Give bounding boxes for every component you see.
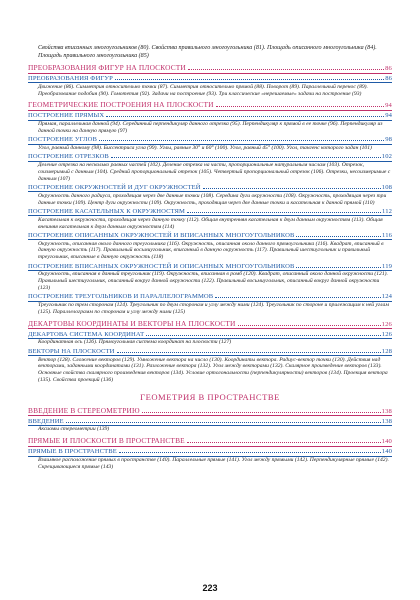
section-title-page: 86 [385, 75, 392, 82]
section-title-text: ПОСТРОЕНИЕ КАСАТЕЛЬНЫХ К ОКРУЖНОСТЯМ [28, 207, 185, 215]
dot-leader [188, 69, 384, 70]
section-entries: Треугольник по трем сторонам (124). Треугольник по двум сторонам и углу между ними (124). Треугольник по стороне и прилежащим к ней углам (125). Параллелограмм по сторонам и углу между ними (125) [38, 302, 389, 315]
section-title-page: 102 [381, 153, 392, 161]
chapter-title-page: 140 [381, 438, 392, 446]
toc-chapter [28, 63, 392, 97]
section-title-text: ПОСТРОЕНИЕ ОТРЕЗКОВ [28, 153, 109, 161]
section-title [28, 112, 392, 120]
section-entries: Окружность данного радиуса, проходящая через две данные точки (108). Середина дуги окружности (108). Окружность, проходящая через три данные точки (109). Центр дуги окружности (109). Окружность, проходящая через две данные точки и касательная к данной прямой (110) [38, 192, 387, 206]
section-entries: Касательная к окружности, проходящая через данную точку (112). Общая внутренняя касательная к двум данным окружностям (113). Общая внешняя касательная к двум данным окружностям (114) [38, 216, 383, 230]
toc-chapter [28, 406, 392, 434]
section-title [28, 448, 392, 456]
section-entries: Взаимное расположение прямых в пространстве (140). Параллельные прямые (141). Угол между прямыми (142). Перпендикулярные прямые (142). Скрещивающиеся прямые (143) [38, 457, 389, 470]
dot-leader [146, 335, 381, 336]
section-entries: Угол, равный данному (98). Биссектриса угла (99). Углы, равные 30° и 60° (100). Угол, равный 45° (100). Угол, тангенс которого задан (101) [38, 145, 372, 152]
chapter-title [28, 406, 392, 417]
dot-leader [187, 442, 381, 443]
section-entries: Деление отрезка на несколько равных частей (102). Деление отрезка на части, пропорциональные натуральным числам (103). Отрезок, соизмеримый с данным (104). Средний пропорциональный отрезок (105). Четвертый пропорциональный отрезок (106). Отрезки, несоизмеримые с данным (107) [38, 162, 391, 182]
chapter-title-page: 126 [381, 320, 392, 328]
section-title-page: 140 [381, 448, 392, 456]
dot-leader [187, 212, 381, 213]
section-title-text: ВВЕДЕНИЕ [28, 417, 64, 425]
section-title [28, 184, 392, 192]
section-title [28, 136, 392, 144]
dot-leader [215, 297, 381, 298]
section-entries: Окружность, вписанная в данный треугольник (119). Окружность, вписанная в ромб (120). Квадрат, описанный около данной окружности (121). Правильный шестиугольник, описанный вокруг данной окружности (122). Правильный восьмиугольник, описанный вокруг данной окружности (123) [38, 271, 388, 291]
dot-leader [66, 422, 381, 423]
section-title [28, 208, 392, 216]
section-title [28, 331, 392, 339]
section-title-page: 108 [381, 184, 392, 192]
section-title-text: ПОСТРОЕНИЕ ВПИСАННЫХ ОКРУЖНОСТЕЙ И ОПИСАННЫХ МНОГОУГОЛЬНИКОВ [28, 262, 295, 270]
lead-entry: Свойства вписанных многоугольников (80). Свойства правильного многоугольника (81). Площадь описанного многоугольника (84). Площадь правильного многоугольника (85) [38, 45, 377, 59]
section-title-page: 126 [381, 330, 392, 338]
dot-leader [203, 188, 381, 189]
section-title [28, 75, 392, 83]
toc-chapters-space [28, 406, 392, 471]
dot-leader [115, 79, 384, 80]
dot-leader [117, 352, 381, 353]
chapter-title-text: ДЕКАРТОВЫ КООРДИНАТЫ И ВЕКТОРЫ НА ПЛОСКОСТИ [28, 318, 236, 328]
section-title-text: ПОСТРОЕНИЕ ТРЕУГОЛЬНИКОВ И ПАРАЛЛЕЛОГРАММОВ [28, 293, 214, 301]
section-title-page: 116 [382, 231, 392, 239]
section-entries: Прямая, параллельная данной (94). Серединный перпендикуляр данного отрезка (95). Перпендикуляр к прямой в ее точке (96). Перпендикуляр из данной точки на данную прямую (97) [38, 121, 383, 134]
dot-leader [119, 452, 381, 453]
chapter-title [28, 319, 392, 330]
dot-leader [106, 116, 384, 117]
chapter-title-text: ГЕОМЕТРИЧЕСКИЕ ПОСТРОЕНИЯ НА ПЛОСКОСТИ [28, 100, 214, 110]
dot-leader [142, 412, 381, 413]
toc-chapter [28, 100, 392, 315]
section-title-page: 98 [385, 136, 392, 144]
section-title-text: ПОСТРОЕНИЕ УГЛОВ [28, 136, 97, 144]
chapter-title-text: ПРЯМЫЕ И ПЛОСКОСТИ В ПРОСТРАНСТВЕ [28, 436, 185, 446]
dot-leader [111, 157, 381, 158]
chapter-title [28, 63, 392, 74]
section-title [28, 293, 392, 301]
chapter-title [28, 436, 392, 447]
section-title-text: ДЕКАРТОВА СИСТЕМА КООРДИНАТ [28, 330, 145, 338]
part-title: ГЕОМЕТРИЯ В ПРОСТРАНСТВЕ [140, 391, 280, 402]
section-title-page: 124 [381, 293, 392, 301]
toc-chapter [28, 319, 392, 384]
section-title-page: 119 [382, 262, 392, 270]
dot-leader [99, 140, 384, 141]
dot-leader [238, 325, 381, 326]
section-title [28, 153, 392, 161]
section-title-page: 138 [381, 417, 392, 425]
dot-leader [296, 267, 381, 268]
section-entries: Аксиомы стереометрии (139) [38, 426, 110, 433]
section-title-text: ПОСТРОЕНИЕ ПРЯМЫХ [28, 112, 105, 120]
toc-chapters-plane [28, 63, 392, 384]
section-entries: Окружность, описанная около данного треугольника (116). Окружность, описанная около данного прямоугольника (116). Квадрат, вписанный в данную окружность (117). Правильный восьмиугольник, вписанный в данную окружность (117). Правильный шестиугольник и правильный треугольник, вписанные в данную окружность (118) [38, 240, 384, 261]
section-title-page: 94 [385, 112, 392, 120]
section-title-page: 128 [381, 347, 392, 355]
section-title [28, 348, 392, 356]
chapter-title-page: 86 [385, 65, 392, 72]
chapter-title-text: ПРЕОБРАЗОВАНИЯ ФИГУР НА ПЛОСКОСТИ [28, 63, 186, 72]
chapter-title-page: 94 [385, 102, 392, 110]
section-title [28, 232, 392, 240]
chapter-title-text: ВВЕДЕНИЕ В СТЕРЕОМЕТРИЮ [28, 405, 140, 415]
section-entries: Вектор (128). Сложение векторов (129). Умножение вектора на число (130). Координаты вектора. Радиус-вектор точки (130). Действия над векторами, заданными координатами (131). Разложение вектора (132). Угол между векторами (132). Скалярное произведение векторов (133). Основные свойства скалярного произведения векторов (134). Условие ортогональности (перпендикулярности) векторов (134). Проекция вектора (135). Свойства проекций (136) [38, 356, 388, 383]
section-title [28, 263, 392, 271]
page-number: 223 [202, 583, 218, 593]
section-title-text: ПРЕОБРАЗОВАНИЯ ФИГУР [28, 75, 113, 82]
chapter-title [28, 100, 392, 111]
chapter-title-page: 138 [381, 407, 392, 415]
dot-leader [296, 236, 381, 237]
section-title [28, 418, 392, 426]
section-title-text: ПОСТРОЕНИЕ ОПИСАННЫХ ОКРУЖНОСТЕЙ И ВПИСАННЫХ МНОГОУГОЛЬНИКОВ [28, 231, 295, 239]
section-entries: Движение (86). Симметрия относительно точки (87). Симметрия относительно прямой (88). Поворот (89). Параллельный перенос (89). Преобразование подобия (90). Гомотетия (92). Задачи на построение (93). Три классические «нерешаемые» задачи на построение (93) [38, 83, 368, 97]
dot-leader [216, 106, 384, 107]
section-title-text: ПОСТРОЕНИЕ ОКРУЖНОСТЕЙ И ДУГ ОКРУЖНОСТЕЙ [28, 184, 201, 192]
section-title-text: ПРЯМЫЕ В ПРОСТРАНСТВЕ [28, 448, 117, 456]
toc-chapter [28, 436, 392, 470]
section-entries: Координатная ось (126). Прямоугольная система координат на плоскости (127) [38, 339, 232, 346]
section-title-page: 112 [382, 207, 392, 215]
section-title-text: ВЕКТОРЫ НА ПЛОСКОСТИ [28, 347, 115, 355]
